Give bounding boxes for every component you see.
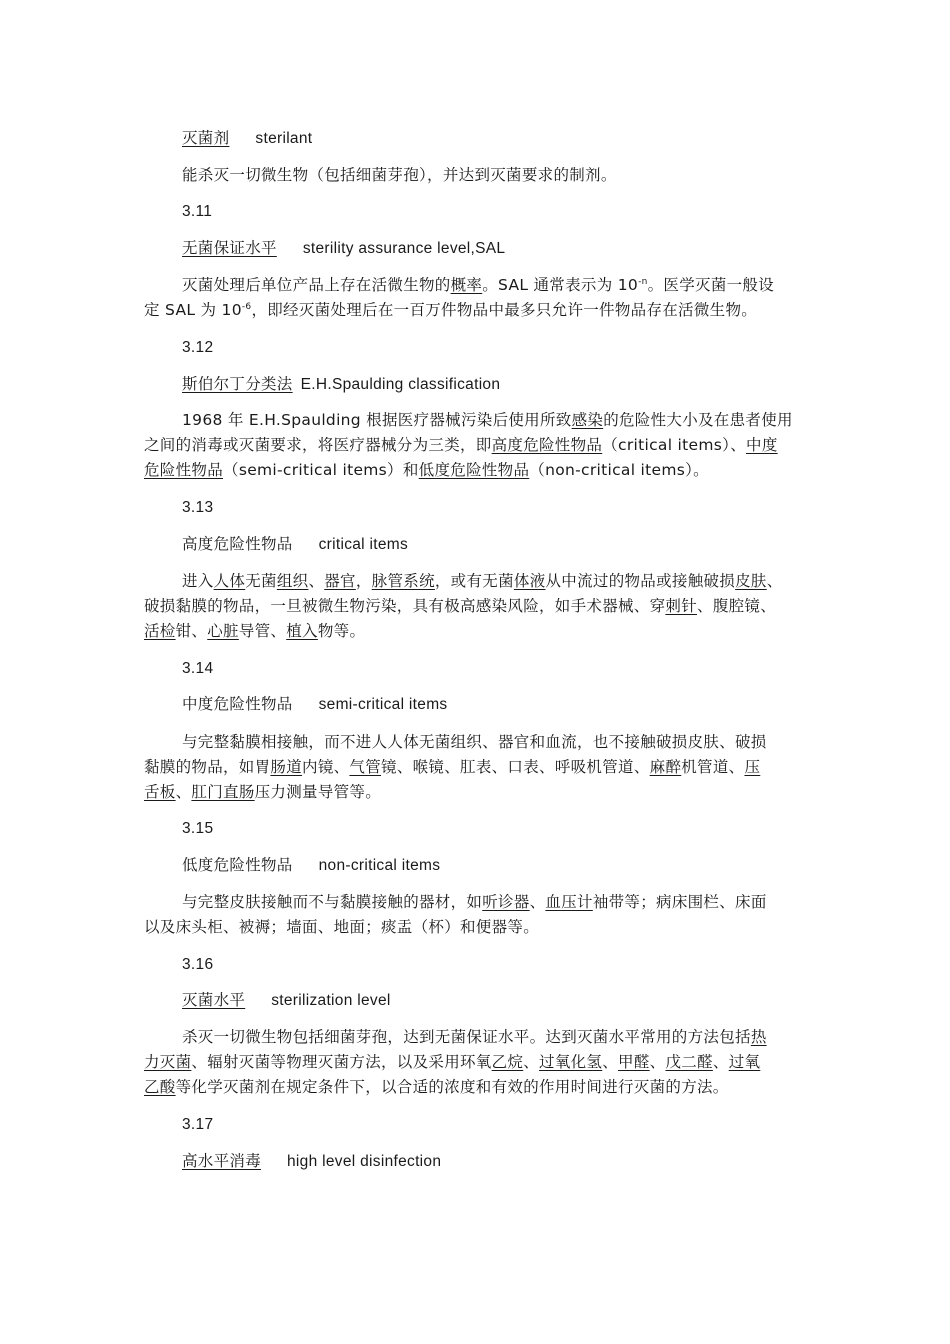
text: 、	[712, 1053, 729, 1071]
text: ，或有无菌	[434, 572, 514, 590]
text: 、	[602, 1053, 619, 1071]
section-number: 3.11	[182, 203, 213, 220]
definition-line: 能杀灭一切微生物（包括细菌芽孢），并达到灭菌要求的制剂。	[182, 166, 617, 184]
text: 袖带等；病床围栏、床面	[592, 893, 767, 911]
definition-line	[182, 890, 808, 915]
text: 的危险性大小及在患者使用	[603, 411, 793, 429]
text: 进入	[182, 572, 214, 590]
underlined-term: 脉管系统	[371, 572, 435, 590]
term-heading	[182, 126, 846, 151]
text: 。SAL 通常表示为 10	[482, 276, 639, 294]
term-english: non-critical items	[318, 857, 441, 874]
term-heading	[182, 988, 846, 1013]
text: 压力测量导管等。	[254, 783, 382, 801]
text: ，即经灭菌处理后在一百万件物品中最多只允许一件物品存在活微生物。	[251, 301, 758, 319]
underlined-term: 心脏	[207, 622, 239, 640]
term-english: sterilant	[255, 130, 313, 147]
definition-line	[182, 1025, 808, 1050]
definition-line	[144, 594, 808, 619]
underlined-term: 过氧	[728, 1053, 761, 1071]
definition-line	[144, 1075, 808, 1100]
underlined-term: 压	[744, 758, 761, 776]
section-number: 3.17	[182, 1116, 214, 1133]
term-chinese: 灭菌水平	[182, 991, 246, 1009]
underlined-term: 低度危险性物品	[418, 461, 530, 479]
term-chinese: 斯伯尔丁分类法	[182, 375, 293, 393]
underlined-term: 高度危险性物品	[491, 436, 603, 454]
text: 灭菌处理后单位产品上存在活微生物的	[182, 276, 451, 294]
section-number: 3.14	[182, 660, 214, 677]
term-english: E.H.Spaulding classification	[300, 376, 501, 393]
underlined-term: 危险性物品	[144, 461, 224, 479]
definition-line	[144, 1050, 808, 1075]
underlined-term: 植入	[286, 622, 318, 640]
underlined-term: 气管	[349, 758, 382, 776]
term-chinese: 低度危险性物品	[182, 856, 293, 874]
underlined-term: 麻醉	[649, 758, 682, 776]
underlined-term: 概率	[450, 276, 483, 294]
text: （semi-critical items）和	[223, 461, 419, 479]
definition-line: 以及床头柜、被褥；墙面、地面；痰盂（杯）和便器等。	[144, 918, 540, 936]
term-heading	[182, 372, 846, 397]
definition-line: 与完整黏膜相接触，而不进人人体无菌组织、器官和血流，也不接触破损皮肤、破损	[182, 733, 767, 751]
term-chinese: 高度危险性物品	[182, 535, 293, 553]
underlined-term: 体液	[513, 572, 546, 590]
text: 黏膜的物品，如胃	[144, 758, 271, 776]
text: 无菌	[245, 572, 277, 590]
term-english: sterilization level	[271, 992, 391, 1009]
text: 。医学灭菌一般设	[647, 276, 775, 294]
text: 、	[649, 1053, 666, 1071]
underlined-term: 中度	[746, 436, 778, 454]
underlined-term: 听诊器	[482, 893, 530, 911]
term-chinese: 灭菌剂	[182, 129, 230, 147]
underlined-term: 人体	[213, 572, 246, 590]
text: 、	[766, 572, 783, 590]
section-number: 3.15	[182, 820, 214, 837]
text: 、	[529, 893, 546, 911]
definition-line	[182, 408, 808, 433]
term-heading	[182, 853, 846, 878]
underlined-term: 戊二醛	[665, 1053, 713, 1071]
text: 与完整皮肤接触而不与黏膜接触的器材，如	[182, 893, 483, 911]
section-number: 3.12	[182, 339, 214, 356]
superscript: -6	[241, 302, 252, 312]
underlined-term: 过氧化氢	[539, 1053, 603, 1071]
term-heading	[182, 236, 846, 261]
text: ，	[355, 572, 372, 590]
text: 、辐射灭菌等物理灭菌方法，以及采用环氧	[191, 1053, 492, 1071]
section-number: 3.16	[182, 956, 214, 973]
underlined-term: 活检	[144, 622, 176, 640]
underlined-term: 力灭菌	[144, 1053, 192, 1071]
term-english: high level disinfection	[287, 1153, 442, 1170]
underlined-term: 乙酸	[144, 1078, 176, 1096]
definition-line	[144, 298, 808, 323]
definition-line	[144, 619, 808, 644]
definition-line	[182, 569, 808, 594]
text: 从中流过的物品或接触破损	[545, 572, 736, 590]
text: 之间的消毒或灭菌要求，将医疗器械分为三类，即	[144, 436, 492, 454]
underlined-term: 肠道	[270, 758, 303, 776]
underlined-term: 甲醛	[618, 1053, 650, 1071]
text: （non-critical items）。	[529, 461, 709, 479]
text: 、	[175, 783, 192, 801]
underlined-term: 乙烷	[491, 1053, 524, 1071]
definition-line	[144, 755, 808, 780]
text: 、	[308, 572, 325, 590]
text: 定 SAL 为 10	[144, 301, 242, 319]
underlined-term: 热	[750, 1028, 767, 1046]
text: 内镜、	[302, 758, 350, 776]
definition-line	[144, 458, 808, 483]
text: 钳、	[175, 622, 208, 640]
text: 、	[523, 1053, 540, 1071]
text: 1968 年 E.H.Spaulding 根据医疗器械污染后使用所致	[182, 411, 572, 429]
text: 镜、喉镜、肛表、口表、呼吸机管道、	[381, 758, 650, 776]
underlined-term: 器官	[324, 572, 356, 590]
underlined-term: 感染	[571, 411, 604, 429]
text: 破损黏膜的物品，一旦被微生物污染，具有极高感染风险，如手术器械、穿	[144, 597, 666, 615]
definition-line	[182, 273, 808, 298]
section-number: 3.13	[182, 499, 214, 516]
superscript: -n	[638, 277, 648, 287]
definition-line	[144, 433, 808, 458]
underlined-term: 组织	[276, 572, 309, 590]
underlined-term: 肛门直肠	[191, 783, 255, 801]
term-english: semi-critical items	[318, 696, 448, 713]
term-heading	[182, 1149, 846, 1174]
underlined-term: 血压计	[545, 893, 593, 911]
text: 导管、	[238, 622, 287, 640]
term-chinese: 高水平消毒	[182, 1152, 262, 1170]
text: （critical items）、	[602, 436, 747, 454]
text: 等化学灭菌剂在规定条件下，以合适的浓度和有效的作用时间进行灭菌的方法。	[175, 1078, 729, 1096]
term-english: sterility assurance level,SAL	[302, 240, 506, 257]
text: 、腹腔镜、	[697, 597, 777, 615]
underlined-term: 刺针	[665, 597, 698, 615]
underlined-term: 舌板	[144, 783, 176, 801]
term-chinese: 无菌保证水平	[182, 239, 277, 257]
text: 机管道、	[681, 758, 745, 776]
term-heading	[182, 532, 846, 557]
term-english: critical items	[318, 536, 409, 553]
term-chinese: 中度危险性物品	[182, 695, 293, 713]
underlined-term: 皮肤	[735, 572, 767, 590]
definition-line	[144, 780, 808, 805]
text: 物等。	[317, 622, 366, 640]
text: 杀灭一切微生物包括细菌芽孢，达到无菌保证水平。达到灭菌水平常用的方法包括	[182, 1028, 751, 1046]
term-heading	[182, 692, 846, 717]
